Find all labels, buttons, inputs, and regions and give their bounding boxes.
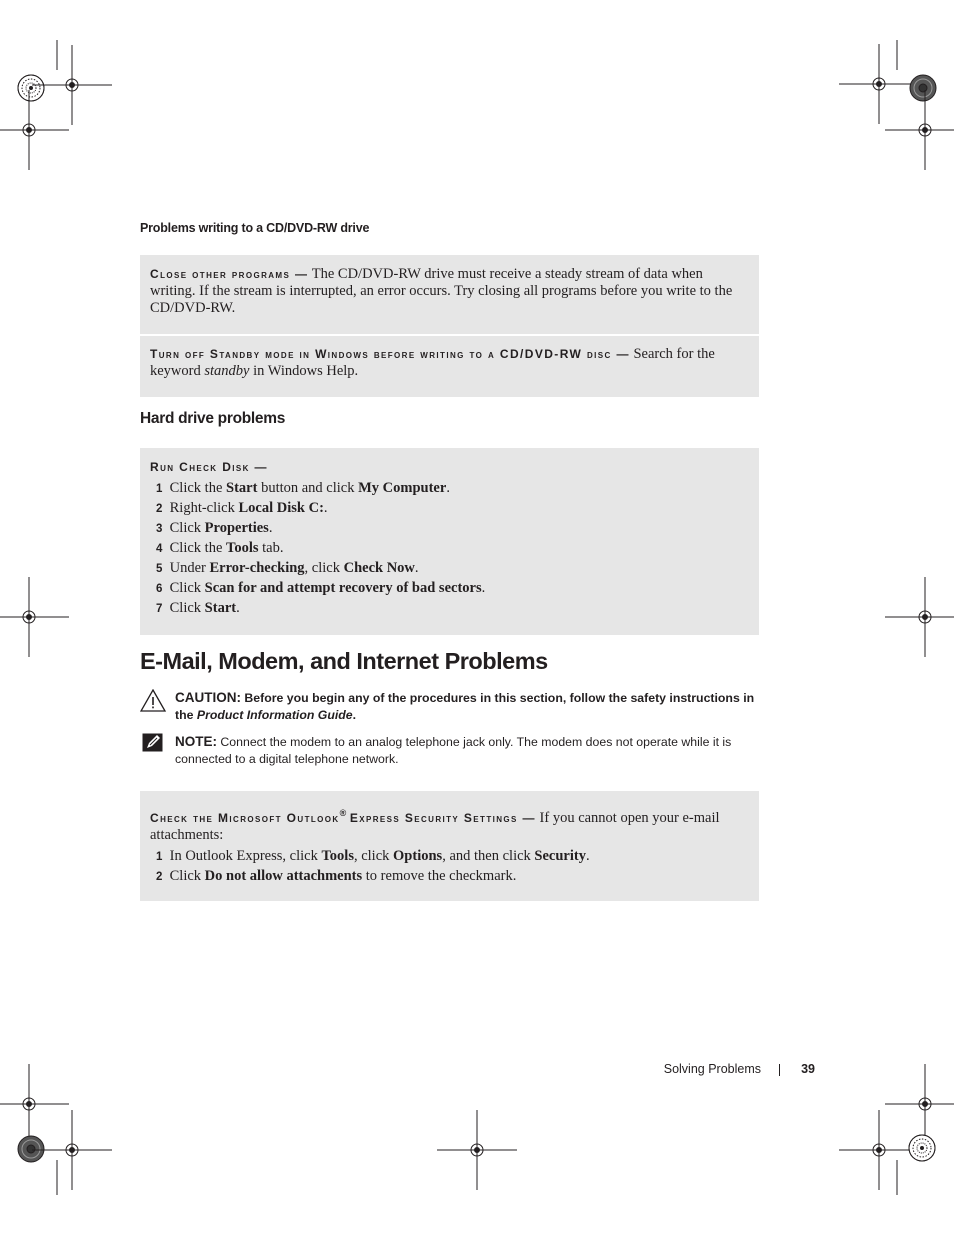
tip-title-b: Express Security Settings — (349, 810, 536, 825)
section-heading-hard-drive: Hard drive problems (140, 410, 286, 427)
list-item: 6 Click Scan for and attempt recovery of bad sectors. (156, 580, 486, 596)
caution-label: CAUTION: (175, 690, 241, 705)
hd-tip-box-check-disk (140, 448, 759, 635)
tip-text-pre: Search for the keyword (150, 346, 715, 379)
tip-text-post: in Windows Help. (253, 363, 359, 379)
list-item: 7 Click Start. (156, 600, 240, 616)
cd-tip-box-standby (140, 336, 759, 397)
outlook-steps (150, 846, 749, 886)
footer-divider (779, 1064, 780, 1076)
note-pencil-icon (142, 733, 164, 758)
caution-text: Before you begin any of the procedures in this section, follow the safety instructions in the (175, 691, 755, 722)
list-item: 1 Click the Start button and click My Computer. (156, 480, 450, 496)
section-heading-cd: Problems writing to a CD/DVD-RW drive (140, 221, 370, 235)
page-title: E-Mail, Modem, and Internet Problems (140, 648, 548, 674)
page-number: 39 (801, 1062, 815, 1076)
list-item: 3 Click Properties. (156, 520, 273, 536)
tip-text: If you cannot open your e-mail attachments: (150, 809, 720, 843)
list-item: 2 Right-click Local Disk C:. (156, 500, 328, 516)
note-notice (140, 733, 760, 768)
note-text: Connect the modem to an analog telephone jack only. The modem does not operate while it is connected to a digital telephone network. (175, 735, 732, 766)
note-label: NOTE: (175, 734, 217, 749)
list-item: 1 In Outlook Express, click Tools, click Options, and then click Security. (156, 847, 590, 864)
cd-tip-box-close-programs (140, 255, 759, 334)
caution-triangle-icon (140, 689, 168, 718)
tip-text: The CD/DVD-RW drive must receive a steady stream of data when writing. If the stream is interrupted, an error occurs. Try closing all programs before you write to the CD/DVD-RW. (150, 266, 733, 316)
tip-title: Turn off Standby mode in Windows before writing to a CD/DVD-RW disc — (150, 347, 630, 361)
tip-title: Run Check Disk — (150, 460, 268, 474)
tip-title-a: Check the Microsoft Outlook (150, 810, 340, 825)
list-item: 5 Under Error-checking, click Check Now. (156, 560, 419, 576)
registered-mark: ® (339, 808, 347, 818)
caution-notice: CAUTION: Before you begin any of the procedures in this section, follow the safety instructions in the Product Information Guide. (140, 689, 760, 724)
list-item: 2 Click Do not allow attachments to remove the checkmark. (156, 867, 517, 884)
check-disk-steps (150, 478, 749, 618)
tip-text-em: standby (204, 363, 250, 379)
caution-guide-name: Product Information Guide (196, 708, 353, 722)
email-tip-box-outlook (140, 791, 759, 901)
footer-section-name: Solving Problems (663, 1062, 761, 1076)
list-item: 4 Click the Tools tab. (156, 540, 284, 556)
tip-title: Close other programs — (150, 267, 309, 281)
